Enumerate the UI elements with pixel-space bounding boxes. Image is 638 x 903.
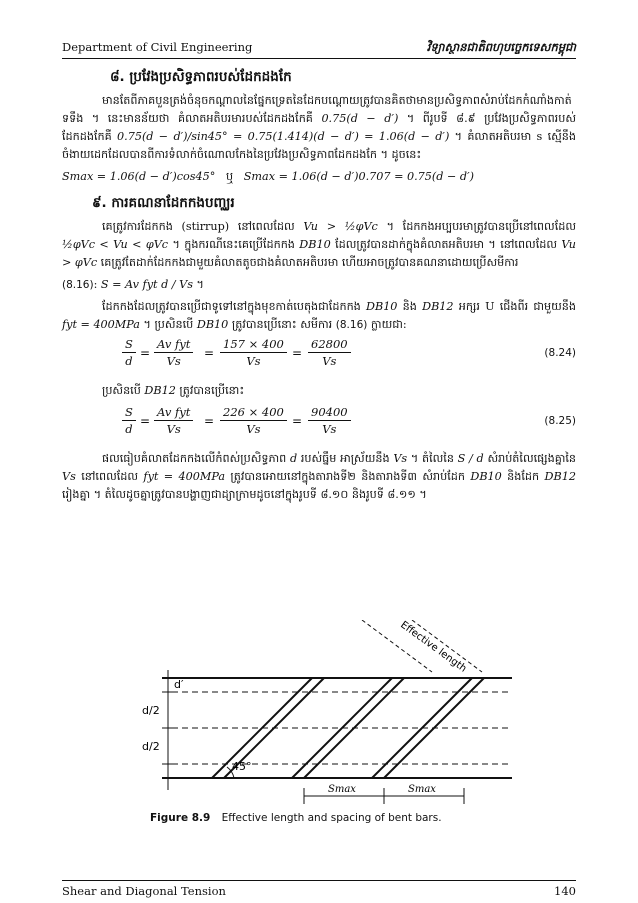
shear-condition-expr: Vu > φVc bbox=[62, 238, 576, 269]
header-rule bbox=[62, 58, 576, 59]
figure-caption-text: Effective length and spacing of bent bars. bbox=[221, 812, 442, 824]
section-9-heading: ៩. ការគណនាដែកកងបញ្ឈរ bbox=[92, 195, 235, 211]
eq25-mid: Av fyt Vs bbox=[154, 404, 193, 437]
equation-8-24: $\frac{S}{d}$ = Av fyt Vs = $\frac{157 \times 400}{Vs}$ = $\frac{62800}{Vs}$ (8.24) bbox=[62, 336, 576, 378]
spacing-formula: S = Av fyt d / Vs bbox=[100, 278, 193, 291]
label-effective-length: Effective length bbox=[398, 620, 469, 675]
max-spacing-expr: 0.75(d − d′) bbox=[321, 112, 399, 125]
page-header bbox=[62, 40, 576, 58]
effective-length-expr: 0.75(d − d′)/sin45° = 0.75(1.414)(d − d′) = 1.06(d − d′) bbox=[117, 130, 450, 143]
smax-formula-left: Smax = 1.06(d − d′)cos45° bbox=[62, 170, 216, 183]
equation-8-16-line: (8.16): S = Av fyt d / Vs ។ bbox=[62, 278, 204, 291]
label-d2-top: d/2 bbox=[142, 704, 160, 717]
section-9-paragraph-2: ដែកកងដែលត្រូវបានប្រើជាទូទៅនៅក្នុងមុខកាត់បេតុងជាដែកកង DB10 និង DB12 អក្សរ U ជើងពីរ ជាមួយនឹង fyt = 400MPa ។ ប្រសិនបើ DB10 ត្រូវបានប្រើនោះ សមីការ (8.16) ក្លាយជា: bbox=[62, 300, 576, 331]
eq24-rhs: $\frac{62800}{Vs}$ bbox=[308, 336, 351, 369]
figure-caption bbox=[150, 812, 442, 824]
page-content bbox=[62, 66, 576, 504]
page-number: 140 bbox=[554, 884, 576, 898]
equation-ref: (8.16) bbox=[62, 279, 94, 291]
label-d-prime: d′ bbox=[174, 678, 184, 691]
bent-bar-3b bbox=[384, 678, 484, 778]
section-9-paragraph-1: គេត្រូវការដែកកង (stirrup) នៅពេលដែល Vu > ½φVc ។ ដែកកងអប្បបរមាត្រូវបានប្រើនៅពេលដែល ½φVc < Vu < φVc ។ ក្នុងករណីនេះគេប្រើដែកកង DB10 ដែលត្រូវបានដាក់ក្នុងគំលាតអតិបរមា ។ នៅពេលដែល Vu > φVc គេត្រូវតែដាក់ដែកកងជាមួយគំលាតតូចជាងគំលាតអតិបរមា ហើយអាចត្រូវបានគណនាដោយប្រើសមីការ bbox=[62, 220, 576, 269]
eq24-mid: Av fyt Vs bbox=[154, 336, 193, 369]
footer-chapter: Shear and Diagonal Tension bbox=[62, 884, 226, 898]
eq25-rhs: $\frac{90400}{Vs}$ bbox=[308, 404, 351, 437]
header-institute: វិទ្យាស្ថានជាតិពហុបច្ចេកទេសកម្ពុជា bbox=[426, 40, 576, 54]
smax-formula-line bbox=[62, 168, 576, 186]
db12-line: ប្រសិនបើ DB12 ត្រូវបានប្រើនោះ bbox=[102, 384, 245, 397]
eq24-lhs: $\frac{S}{d}$ bbox=[122, 336, 136, 369]
effective-length-line bbox=[362, 620, 432, 672]
eq25-mid2: $\frac{226 \times 400}{Vs}$ bbox=[220, 404, 287, 437]
header-department: Department of Civil Engineering bbox=[62, 40, 253, 54]
page-footer bbox=[62, 884, 576, 898]
label-angle: 45° bbox=[232, 760, 252, 773]
label-smax-2: Smax bbox=[408, 784, 436, 795]
equation-number-8-25: (8.25) bbox=[544, 415, 576, 427]
label-d2-bottom: d/2 bbox=[142, 740, 160, 753]
section-8-paragraph: មានតែពីភាគបួនត្រង់ចំនុចកណ្តាលនៃផ្នែកទ្រេតនៃដែកបណ្តោយត្រូវបានគិតថាមានប្រសិទ្ធភាពសំរាប់ដែកកំណាំងកាត់ទទឹង ។ នេះមានន័យថា គំលាតអតិបរមារបស់ដែកដងកែគឺ 0.75(d − d′) ។ ពីរូបទី ៨.៩ ប្រវែងប្រសិទ្ធភាពរបស់ដែកដងកែគឺ 0.75(d − d′)/sin45° = 0.75(1.414)(d − d′) = 1.06(d − d′) ។ គំលាតអតិបរមា s ស្មើនឹងចំងាយដេកដែលបានពីការទំលាក់ចំណោលកែងនៃប្រវែងប្រសិទ្ធភាពដែកដងកែ ។ ដូចនេះ bbox=[62, 94, 576, 161]
bent-bar-2b bbox=[304, 678, 404, 778]
equation-8-25: $\frac{S}{d}$ = Av fyt Vs = $\frac{226 \times 400}{Vs}$ = $\frac{90400}{Vs}$ (8.25) bbox=[62, 404, 576, 446]
section-9-paragraph-3: ផលធៀបគំលាតដែកកងលើកំពស់ប្រសិទ្ធភាព d របស់ធ្នឹម អាស្រ័យនឹង Vs ។ តំលៃនៃ S / d សំរាប់តំលៃផ្សេងគ្នានៃ Vs នៅពេលដែល fyt = 400MPa ត្រូវបានអោយនៅក្នុងតារាងទី២ និងតារាងទី៣ សំរាប់ដែក DB10 និងដែក DB12 រៀងគ្នា ។ តំលៃដូចគ្នាត្រូវបានបង្ហាញជាដ្យាក្រាមដូចនៅក្នុងរូបទី ៨.១០ និងរូបទី ៨.១១ ។ bbox=[62, 452, 577, 501]
label-smax-1: Smax bbox=[328, 784, 356, 795]
eq24-mid2: $\frac{157 \times 400}{Vs}$ bbox=[220, 336, 287, 369]
section-8-heading: ៨. ប្រវែងប្រសិទ្ធភាពរបស់ដែកដងកែ bbox=[110, 69, 292, 85]
smax-formula-right: Smax = 1.06(d − d′)0.707 = 0.75(d − d′) bbox=[243, 170, 474, 183]
min-stirrup-condition-expr: ½φVc < Vu < φVc bbox=[62, 238, 169, 251]
bent-bars-figure bbox=[112, 620, 532, 872]
stirrup-condition-expr: Vu > ½φVc bbox=[303, 220, 378, 233]
equation-number-8-24: (8.24) bbox=[544, 347, 576, 359]
or-label: ឬ bbox=[225, 170, 234, 183]
footer-rule bbox=[62, 880, 576, 881]
figure-number: Figure 8.9 bbox=[150, 812, 211, 824]
eq25-lhs: $\frac{S}{d}$ bbox=[122, 404, 136, 437]
